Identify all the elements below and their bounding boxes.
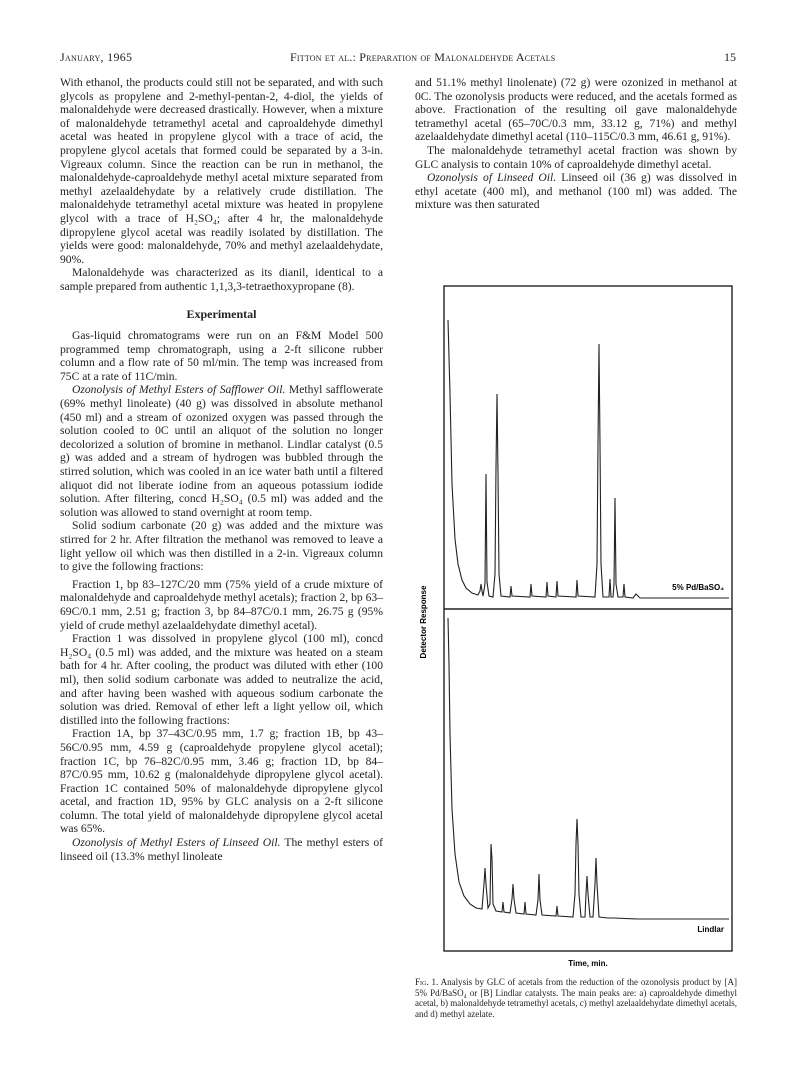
paragraph: Malonaldehyde was characterized as its dianil, identical to a sample prepared from authentic 1,1,3,3-tetraethoxypropane (8).	[60, 266, 383, 293]
paragraph-title: Ozonolysis of Methyl Esters of Linseed Oil.	[72, 836, 281, 850]
section-heading: Experimental	[186, 306, 257, 321]
figure-caption	[415, 977, 737, 1019]
caption-label: Fig. 1.	[415, 977, 439, 987]
paragraph-title: Ozonolysis of Methyl Esters of Safflower Oil.	[72, 383, 286, 397]
chromatogram-trace-lindlar	[448, 618, 729, 919]
paragraph	[60, 383, 383, 519]
trace-label-pd: 5% Pd/BaSO₄	[672, 583, 724, 592]
paragraph	[60, 836, 383, 863]
chromatogram-trace-pd	[448, 320, 729, 598]
y-axis-label: Detector Response	[419, 585, 428, 659]
header-title: Fitton et al.: Preparation of Malonaldehyde Acetals	[290, 50, 556, 64]
paragraph: With ethanol, the products could still not be separated, and with such glycols as propylene and 2-methyl-pentan-2, 4-diol, the yields of malonaldehyde were decreased drastically. However, when a mixture of malonaldehyde tetramethyl acetal and caproaldehyde dimethyl acetal was heated in propylene glycol with a trace of acid, the propylene glycol acetals that formed could be separated by a 3-in. Vigreaux column. Since the reaction can be run in methanol, the malonaldehyde-caproaldehyde methyl acetal mixture separated from methyl azelaaldehydate by a relatively crude distillation. The malonaldehyde tetramethyl acetal mixture was heated in propylene glycol with a trace of H₂SO₄; after 4 hr, the malonaldehyde dipropylene glycol acetal was readily isolated by distillation. The yields were good: malonaldehyde, 70% and methyl azelaaldehydate, 90%.	[60, 76, 383, 266]
paragraph-body: Methyl safflowerate (69% methyl linoleate) (40 g) was dissolved in absolute methanol (450 ml) and a stream of ozonized oxygen was passed through the solution cooled to 0C until an aliquot of the solution no longer decolorized a solution of bromine in methanol. Lindlar catalyst (0.5 g) was added and a stream of hydrogen was bubbled through the stirred solution, which was cooled in an ice water bath until a filtered aliquot did not liberate iodine from an aqueous potassium iodide solution. After filtering, concd H₂SO₄ (0.5 ml) was added and the solution was allowed to stand overnight at room temp.	[60, 383, 383, 519]
paragraph	[415, 171, 737, 212]
chromatogram-figure	[418, 284, 736, 972]
header-date: January, 1965	[60, 50, 133, 64]
left-column	[60, 76, 383, 863]
paragraph-body: Linseed oil (36 g) was dissolved in ethyl acetate (400 ml), and methanol (100 ml) was added. The mixture was then saturated	[415, 171, 737, 212]
x-axis-label: Time, min.	[568, 959, 608, 968]
paragraph: Fraction 1 was dissolved in propylene glycol (100 ml), concd H₂SO₄ (0.5 ml) was added, and the mixture was heated on a steam bath for 4 hr. After cooling, the product was diluted with ether (100 ml), then solid sodium carbonate was added to neutralize the acid, and after having been washed with aqueous sodium carbonate the solution was dried. Removal of ether left a light yellow oil, which distilled into the following fractions:	[60, 632, 383, 727]
caption-text: Analysis by GLC of acetals from the reduction of the ozonolysis product by [A] 5% Pd/BaSO₄ or [B] Lindlar catalysts. The main peaks are: a) caproaldehyde dimethyl acetal, b) malonaldehyde tetramethyl acetals, c) methyl azelaaldehydate dimethyl acetals, and d) methyl azelate.	[415, 977, 737, 1019]
paragraph: and 51.1% methyl linolenate) (72 g) were ozonized in methanol at 0C. The ozonolysis products were reduced, and the acetals formed as above. Fractionation of the resulting oil gave malonaldehyde tetramethyl acetal (65–70C/0.3 mm, 33.12 g, 71%) and methyl azelaaldehydate dimethyl acetal (110–115C/0.3 mm, 46.61 g, 91%).	[415, 76, 737, 144]
paragraph: Gas-liquid chromatograms were run on an F&M Model 500 programmed temp chromatograph, using a 2-ft silicone rubber column and a flow rate of 50 ml/min. The temp was increased from 75C at a rate of 11C/min.	[60, 329, 383, 383]
page-number: 15	[724, 50, 736, 64]
trace-label-lindlar: Lindlar	[697, 925, 724, 934]
running-header	[60, 50, 736, 66]
paragraph: Fraction 1A, bp 37–43C/0.95 mm, 1.7 g; fraction 1B, bp 43–56C/0.95 mm, 4.59 g (caproaldehyde propylene glycol acetal); fraction 1C, bp 76–82C/0.95 mm, 3.46 g; fraction 1D, bp 84–87C/0.95 mm, 10.62 g (malonaldehyde dipropylene glycol acetal). Fraction 1C contained 50% of malonaldehyde dipropylene glycol acetal, and fraction 1D, 95% by GLC analysis on a 2-ft silicone column. The total yield of malonaldehyde dipropylene glycol acetal was 65%.	[60, 727, 383, 836]
paragraph-title: Ozonolysis of Linseed Oil.	[427, 171, 557, 185]
paragraph: The malonaldehyde tetramethyl acetal fraction was shown by GLC analysis to contain 10% of caproaldehyde dimethyl acetal.	[415, 143, 737, 171]
right-column	[415, 76, 737, 212]
paragraph-body: The methyl esters of linseed oil (13.3% methyl linoleate	[60, 836, 383, 863]
paragraph: Fraction 1, bp 83–127C/20 mm (75% yield of a crude mixture of malonaldehyde and caproaldehyde methyl acetals); fraction 2, bp 63–69C/0.1 mm, 2.51 g; fraction 3, bp 84–87C/0.1 mm, 26.75 g (95% yield of crude methyl azelaaldehydate dimethyl acetal).	[60, 577, 383, 632]
figure-frame	[444, 286, 732, 951]
paragraph: Solid sodium carbonate (20 g) was added and the mixture was stirred for 2 hr. After filtration the methanol was removed to leave a light yellow oil which was then distilled in a 2-in. Vigreaux column to give the following fractions:	[60, 519, 383, 574]
